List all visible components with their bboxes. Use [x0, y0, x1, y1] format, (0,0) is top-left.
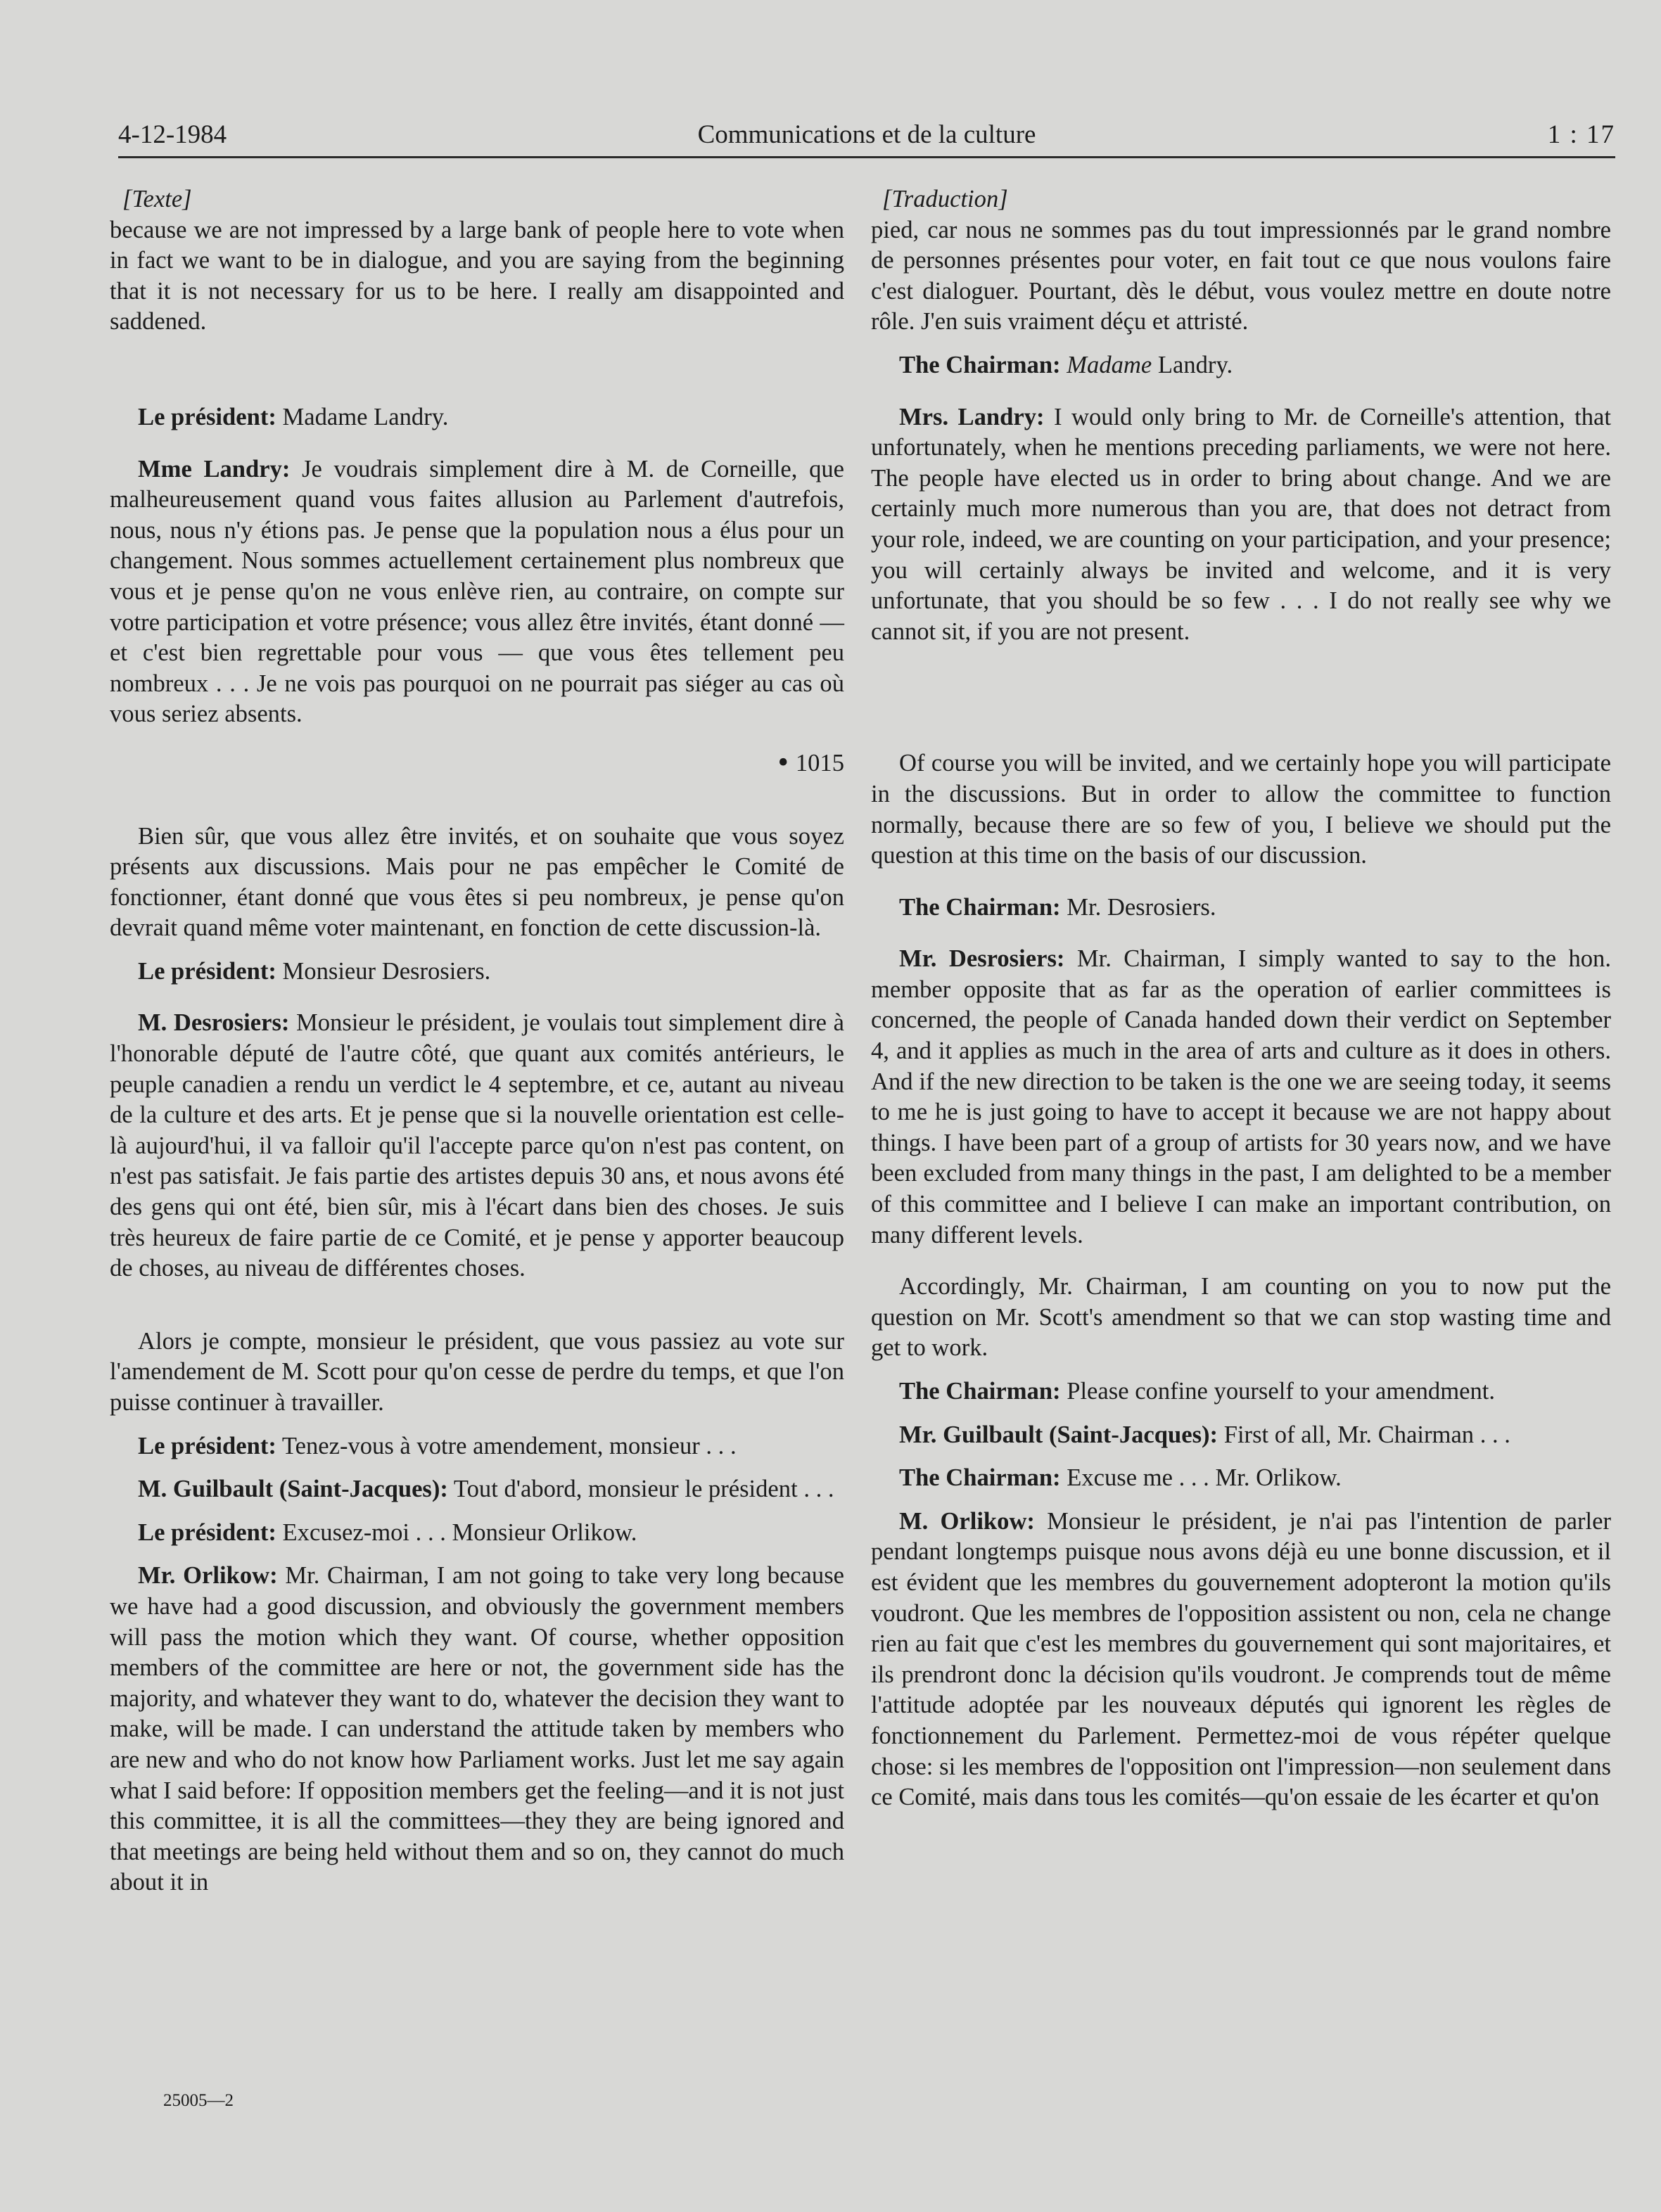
speech-text: Tout d'abord, monsieur le président . . .: [447, 1476, 834, 1503]
header-page-number: 1 : 17: [1547, 120, 1615, 149]
paragraph: Of course you will be invited, and we certainly hope you will participate in the discussions. But in order to allow the committee to function normally, because there are so few of you, I believe we should put the question at this time on the basis of our discussion.: [871, 750, 1611, 869]
left-column: [110, 184, 844, 1898]
paragraph: Accordingly, Mr. Chairman, I am counting on you to now put the question on Mr. Scott's amendment so that we can stop wasting time and get to work.: [871, 1273, 1611, 1362]
speech-text: Monsieur le président, je n'ai pas l'intention de parler pendant longtemps puisque nous avons déjà eu une bonne discussion, et il est évident que les membres du gouvernement adopteront la motion qu'ils voudront. Que les membres de l'opposition assistent ou non, cela ne change rien au fait que c'est les membres du gouvernement qui sont majoritaires, et ils prendront donc la décision qu'ils voudront. Je comprends tout de même l'attitude adoptée par les nouveaux députés qui ignorent les règles de fonctionnement du Parlement. Permettez-moi de vous répéter quelque chose: si les membres de l'opposition ont l'impression—non seulement dans ce Comité, mais dans tous les comités—qu'on essaie de les écarter et qu'on: [871, 1507, 1612, 1811]
speech-text: Madame Landry.: [276, 403, 449, 430]
speaker-name: The Chairman:: [899, 1378, 1061, 1405]
speech-text: Mr. Chairman, I am not going to take very long because we have had a good discussion, and obviously the government members will pass the motion which they want. Of course, whether opposition members of the committee are here or not, the government side has the majority, and whatever they want to do, whatever the decision they want to make, will be made. I can understand the attitude taken by members who are new and who do not know how Parliament works. Just let me say again what I said before: If opposition members get the feeling—and it is not just this committee, it is all the committees—they they are being ignored and that meetings are being held without them and so on, they cannot do much about it in: [110, 1562, 845, 1896]
speaker-name: Le président:: [138, 403, 276, 430]
speech-paragraph: [871, 1420, 1611, 1451]
paragraph: Bien sûr, que vous allez être invités, et on souhaite que vous soyez présents aux discussions. Mais pour ne pas empêcher le Comité de fonctionner, étant donné que vous êtes si peu nombreux, je pense qu'on devrait quand même voter maintenant, en fonction de cette discussion-là.: [110, 822, 844, 942]
speech-text: Mr. Desrosiers.: [1060, 893, 1216, 921]
speech-text: Excuse me . . . Mr. Orlikow.: [1060, 1464, 1342, 1492]
section-label-texte: [Texte]: [122, 186, 192, 212]
speech-text: Excusez-moi . . . Monsieur Orlikow.: [276, 1519, 637, 1546]
section-label-traduction: [Traduction]: [882, 186, 1008, 212]
speech-text: First of all, Mr. Chairman . . .: [1218, 1421, 1510, 1448]
speech-paragraph: [110, 1008, 844, 1284]
time-marker-value: 1015: [795, 749, 844, 776]
speaker-name: Mr. Desrosiers:: [899, 945, 1065, 973]
speech-text-italic: Madame: [1067, 351, 1152, 378]
speech-paragraph: [110, 1518, 844, 1549]
speaker-name: Le président:: [138, 1432, 276, 1459]
speech-paragraph: [871, 1376, 1611, 1407]
speaker-name: Le président:: [138, 1519, 276, 1546]
speech-paragraph: [871, 1463, 1611, 1494]
right-column: [871, 184, 1611, 1813]
speech-paragraph: [110, 957, 844, 987]
speech-paragraph: [871, 350, 1611, 381]
speaker-name: The Chairman:: [899, 1464, 1061, 1492]
speech-paragraph: [110, 454, 844, 730]
footer-code: 25005—2: [163, 2091, 234, 2110]
speaker-name: Mrs. Landry:: [899, 403, 1045, 430]
speech-text: Mr. Chairman, I simply wanted to say to the hon. member opposite that as far as the operation of earlier committees is concerned, the people of Canada handed down their verdict on September 4, and it applies as much in the area of arts and culture as it does in others. And if the new direction to be taken is the one we are seeing today, it seems to me he is just going to have to accept it because we are not happy about things. I have been part of a group of artists for 30 years now, and we have been excluded from many things in the past, I am delighted to be a member of this committee and I believe I can make an important contribution, on many different levels.: [871, 945, 1611, 1248]
speech-text: Landry.: [1152, 351, 1233, 378]
speech-text: Monsieur Desrosiers.: [276, 957, 491, 985]
header-date: 4-12-1984: [118, 120, 227, 149]
speech-text: Je voudrais simplement dire à M. de Corneille, que malheureusement quand vous faites allusion au Parlement d'autrefois, nous, nous n'y étions pas. Je pense que la population nous a élus pour un changement. Nous sommes actuellement certainement plus nombreux que vous et je pense qu'on ne vous enlève rien, au contraire, on compte sur votre participation et votre présence; vous allez être invités, étant donné — et c'est bien regrettable pour vous — que vous êtes tellement peu nombreux . . . Je ne vois pas pourquoi on ne pourrait pas siéger au cas où vous seriez absents.: [110, 455, 844, 728]
time-marker: [110, 744, 844, 779]
speaker-name: Mme Landry:: [138, 455, 291, 482]
speech-paragraph: [871, 944, 1611, 1251]
speech-paragraph: [110, 1561, 844, 1898]
speech-paragraph: [871, 893, 1611, 923]
speech-paragraph: [871, 1507, 1611, 1813]
speaker-name: Mr. Guilbault (Saint-Jacques):: [899, 1421, 1218, 1448]
speaker-name: Le président:: [138, 957, 276, 985]
speaker-name: The Chairman:: [899, 351, 1061, 378]
page-header: [118, 114, 1615, 158]
speech-paragraph: [871, 402, 1611, 648]
speaker-name: The Chairman:: [899, 893, 1061, 921]
speech-text: Tenez-vous à votre amendement, monsieur . . .: [276, 1432, 737, 1459]
speaker-name: M. Orlikow:: [899, 1507, 1035, 1535]
speech-text: Monsieur le président, je voulais tout simplement dire à l'honorable député de l'autre côté, que quant aux comités antérieurs, le peuple canadien a rendu un verdict le 4 septembre, et ce, autant au niveau de la culture et des arts. Et je pense que si la nouvelle orientation est celle-là aujourd'hui, il va falloir qu'il l'accepte parce qu'on n'est pas content, on n'est pas satisfait. Je fais partie des artistes depuis 30 ans, et nous avons été des gens qui ont été, bien sûr, mis à l'écart dans bien des choses. Je suis très heureux de faire partie de ce Comité, et je pense y apporter beaucoup de choses, au niveau de différentes choses.: [110, 1009, 844, 1282]
paragraph: Alors je compte, monsieur le président, que vous passiez au vote sur l'amendement de M. Scott pour qu'on cesse de perdre du temps, et que l'on puisse continuer à travailler.: [110, 1327, 844, 1416]
speaker-name: Mr. Orlikow:: [138, 1562, 278, 1590]
bullet-icon: •: [777, 744, 789, 779]
speech-paragraph: [110, 1431, 844, 1462]
paragraph: because we are not impressed by a large bank of people here to vote when in fact we want to be in dialogue, and you are saying from the beginning that it is not necessary for us to be here. I really am disappointed and saddened.: [110, 216, 844, 335]
speech-text: Please confine yourself to your amendment.: [1060, 1378, 1496, 1405]
speech-paragraph: [110, 402, 844, 433]
speech-text: I would only bring to Mr. de Corneille's attention, that unfortunately, when he mentions preceding parliaments, we were not here. The people have elected us in order to bring about change. And we are certainly much more numerous than you are, that does not detract from your role, indeed, we are counting on your participation, and your presence; you will certainly always be invited and welcome, and it is very unfortunate, that you should be so few . . . I do not really see why we cannot sit, if you are not present.: [871, 403, 1611, 645]
header-title: Communications et de la culture: [697, 120, 1036, 149]
speech-paragraph: [110, 1474, 844, 1505]
paragraph: pied, car nous ne sommes pas du tout impressionnés par le grand nombre de personnes présentes pour voter, en fait tout ce que nous voulons faire c'est dialoguer. Pourtant, dès le début, vous voulez mettre en doute notre rôle. J'en suis vraiment déçu et attristé.: [871, 216, 1611, 335]
speaker-name: M. Desrosiers:: [138, 1009, 290, 1037]
speaker-name: M. Guilbault (Saint-Jacques):: [138, 1476, 448, 1503]
